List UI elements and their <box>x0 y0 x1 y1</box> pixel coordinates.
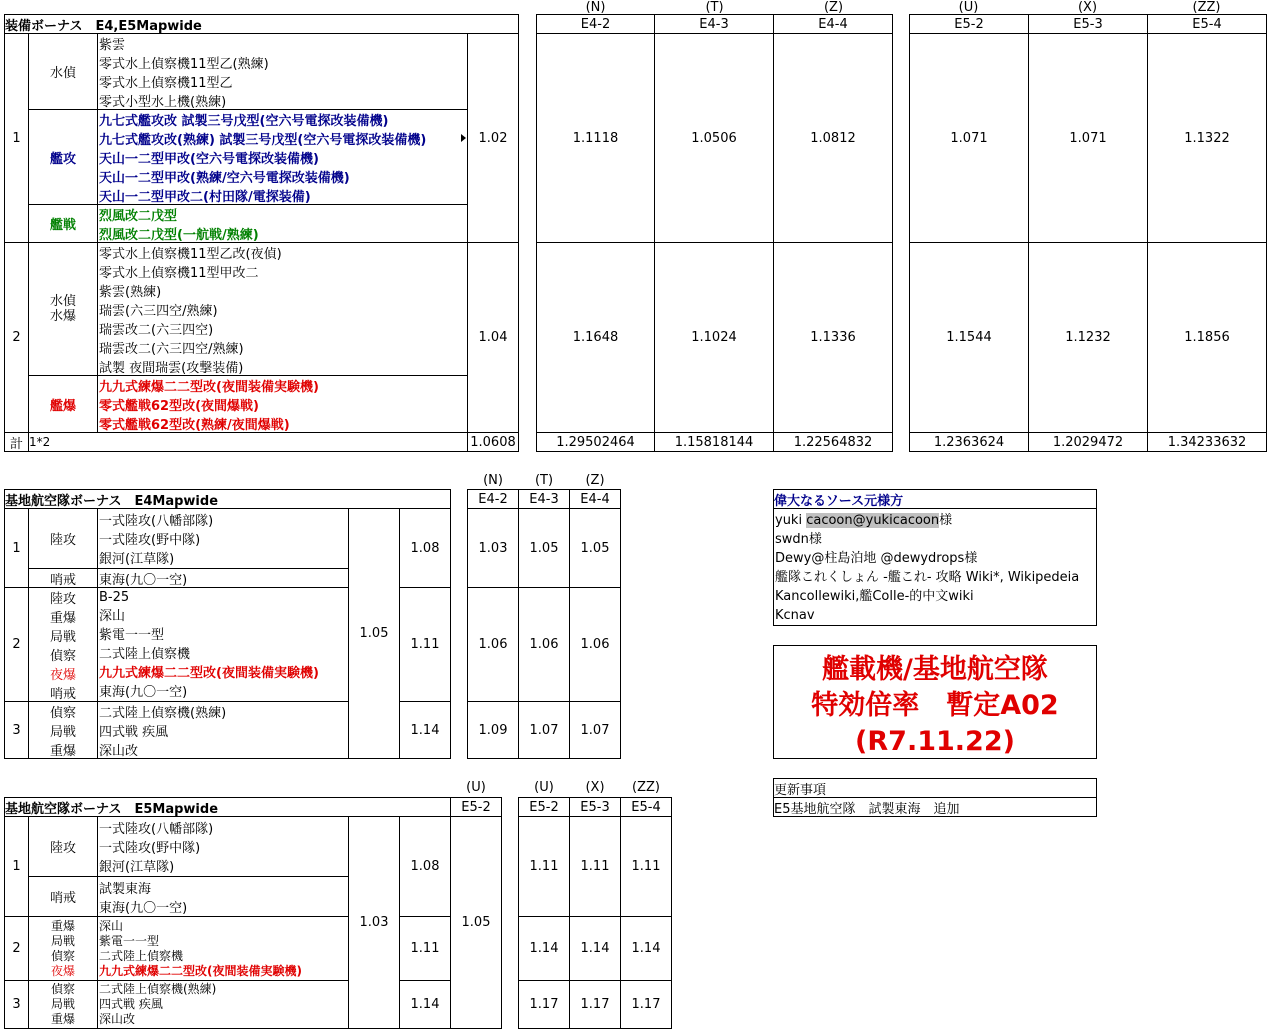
category-label: 水偵 水爆 <box>28 242 98 376</box>
equipment-list <box>97 33 468 110</box>
map-code: (X) <box>1077 0 1098 15</box>
row-factor: 1.02 <box>467 33 519 243</box>
total-factor: 1.0608 <box>467 432 519 452</box>
equipment-item: 深山 <box>99 918 124 933</box>
total-value: 1.29502464 <box>536 432 655 452</box>
category-list <box>28 980 98 1029</box>
equipment-item: 二式陸上偵察機 <box>99 646 191 662</box>
equipment-item: 四式戦 疾風 <box>99 997 163 1011</box>
updates-entry: E5基地航空隊 試製東海 追加 <box>773 797 1097 817</box>
equipment-item: 九九式練爆二二型改(夜間装備実験機) <box>99 963 302 978</box>
equipment-list <box>97 204 468 243</box>
equipment-item: 深山改 <box>99 743 139 759</box>
map-header: E5-2 <box>518 797 570 817</box>
category-label: 偵察 <box>49 648 76 664</box>
row-factor: 1.08 <box>399 816 451 917</box>
source-item <box>775 511 1096 530</box>
sources-list <box>773 508 1097 626</box>
row-number: 1 <box>4 33 29 243</box>
equipment-item: 天山一二型甲改(空六号電探改装備機) <box>99 151 319 167</box>
sources-title: 偉大なるソース元様方 <box>773 489 1097 509</box>
equipment-item: 銀河(江草隊) <box>99 860 175 875</box>
bonus-value: 1.0812 <box>773 33 893 243</box>
map-header: E4-3 <box>518 489 570 509</box>
equipment-list <box>97 816 349 877</box>
category-label: 重爆 <box>50 1012 75 1026</box>
bonus-value: 1.17 <box>518 980 570 1029</box>
map-header: E4-2 <box>467 489 519 509</box>
bonus-value: 1.1544 <box>909 242 1029 433</box>
equipment-item: 九七式艦攻改 試製三号戊型(空六号電探改装備機) <box>99 113 389 129</box>
category-label: 陸攻 <box>28 508 98 569</box>
table2-title: 基地航空隊ボーナス E4Mapwide <box>4 489 451 509</box>
bonus-value: 1.11 <box>620 816 672 917</box>
map-code: (T) <box>534 473 554 488</box>
common-factor: 1.03 <box>348 816 400 1029</box>
equipment-item: 試製 夜間瑞雲(攻撃装備) <box>99 360 244 376</box>
category-label: 局戦 <box>50 933 75 948</box>
bonus-value: 1.09 <box>467 701 519 759</box>
map-header: E4-4 <box>773 14 893 34</box>
total-value: 1.2363624 <box>909 432 1029 452</box>
source-item: swdn様 <box>775 532 822 547</box>
equipment-item: 天山一二型甲改(熟練/空六号電探改装備機) <box>99 170 350 186</box>
equipment-item: 四式戦 疾風 <box>99 724 169 740</box>
equipment-item: 一式陸攻(八幡部隊) <box>99 822 214 837</box>
map-header: E5-4 <box>620 797 672 817</box>
bonus-value: 1.17 <box>620 980 672 1029</box>
updates-title: 更新事項 <box>773 778 1097 798</box>
map-code: (Z) <box>585 473 605 488</box>
bonus-value: 1.1118 <box>536 33 655 243</box>
equipment-item: 紫電一一型 <box>99 933 160 948</box>
equipment-list <box>97 980 349 1029</box>
map-header: E5-4 <box>1147 14 1267 34</box>
map-header: E4-4 <box>569 489 621 509</box>
map-code: (N) <box>585 0 606 15</box>
equipment-item: 銀河(江草隊) <box>99 552 175 567</box>
total-value: 1.2029472 <box>1028 432 1148 452</box>
bonus-value: 1.06 <box>518 587 570 702</box>
map-header: E5-2 <box>909 14 1029 34</box>
equipment-item: 紫雲 <box>99 37 126 53</box>
equipment-list <box>97 242 468 376</box>
banner-line: (R7.11.22) <box>855 726 1015 757</box>
source-highlight: cacoon@yukicacoon <box>806 513 940 528</box>
bonus-value: 1.06 <box>467 587 519 702</box>
map-code: (N) <box>483 473 503 488</box>
total-value: 1.34233632 <box>1147 432 1267 452</box>
map-header: E5-3 <box>569 797 621 817</box>
equipment-item: 二式陸上偵察機(熟練) <box>99 982 217 996</box>
row-number: 3 <box>4 701 29 759</box>
category-label: 局戦 <box>49 724 76 740</box>
bonus-value: 1.03 <box>467 508 519 588</box>
category-label: 夜爆 <box>49 667 76 683</box>
source-item: Kancollewiki,艦Colle-的中文wiki <box>775 589 974 604</box>
map-header: E5-3 <box>1028 14 1148 34</box>
row-factor: 1.11 <box>399 916 451 981</box>
row-factor: 1.11 <box>399 587 451 702</box>
category-label: 偵察 <box>50 948 75 963</box>
map-code: (ZZ) <box>1192 0 1221 15</box>
map-header: E4-2 <box>536 14 655 34</box>
bonus-value: 1.17 <box>569 980 621 1029</box>
map-header: E5-2 <box>450 797 502 817</box>
category-label: 重爆 <box>49 743 76 759</box>
row-factor: 1.08 <box>399 508 451 588</box>
category-label: 水偵 <box>28 33 98 110</box>
equipment-item: 烈風改二戊型 <box>99 208 178 224</box>
bonus-value: 1.1232 <box>1028 242 1148 433</box>
row-factor: 1.14 <box>399 980 451 1029</box>
bonus-value: 1.1024 <box>654 242 774 433</box>
bonus-value: 1.14 <box>569 916 621 981</box>
bonus-value: 1.07 <box>518 701 570 759</box>
bonus-value: 1.06 <box>569 587 621 702</box>
equipment-list <box>97 109 468 205</box>
equipment-item: 一式陸攻(野中隊) <box>99 841 201 856</box>
equipment-item: 一式陸攻(八幡部隊) <box>99 514 214 529</box>
category-label: 哨戒 <box>28 568 98 588</box>
category-label: 局戦 <box>50 997 75 1011</box>
equipment-item: 零式水上偵察機11型乙改(夜偵) <box>99 246 282 262</box>
total-value: 1.22564832 <box>773 432 893 452</box>
common-factor: 1.05 <box>348 508 400 759</box>
map-code: (X) <box>585 780 605 795</box>
bonus-value: 1.1336 <box>773 242 893 433</box>
bonus-value: 1.0506 <box>654 33 774 243</box>
overflow-arrow-icon <box>461 134 466 142</box>
category-list <box>28 916 98 981</box>
row-number: 3 <box>4 980 29 1029</box>
total-label: 計 <box>4 432 29 452</box>
equipment-item: 瑞雲(六三四空/熟練) <box>99 303 218 319</box>
category-list <box>28 587 98 702</box>
map-code: (U) <box>958 0 979 15</box>
equipment-list <box>97 568 349 588</box>
map-code: (T) <box>705 0 724 15</box>
category-label: 重爆 <box>50 918 75 933</box>
equipment-item: 零式艦戦62型改(熟練/夜間爆戦) <box>99 417 290 433</box>
equipment-list <box>97 916 349 981</box>
bonus-value: 1.071 <box>909 33 1029 243</box>
bonus-value: 1.1322 <box>1147 33 1267 243</box>
equipment-list <box>97 508 349 569</box>
total-value: 1.15818144 <box>654 432 774 452</box>
equipment-item: 九七式艦攻改(熟練) 試製三号戊型(空六号電探改装備機) <box>99 132 427 148</box>
map-code: (ZZ) <box>632 780 660 795</box>
equipment-item: 東海(九〇一空) <box>99 684 188 700</box>
equipment-item: 深山改 <box>99 1012 136 1026</box>
source-suffix: 様 <box>939 513 953 528</box>
category-label: 局戦 <box>49 629 76 645</box>
map-header: E4-3 <box>654 14 774 34</box>
equipment-item: 零式艦戦62型改(夜間爆戦) <box>99 398 259 414</box>
equipment-item: B-25 <box>99 589 130 605</box>
equipment-item: 零式水上偵察機11型乙(熟練) <box>99 56 269 72</box>
row-number: 2 <box>4 242 29 433</box>
category-label: 哨戒 <box>28 876 98 917</box>
source-item: 艦隊これくしょん -艦これ- 攻略 Wiki*, Wikipedeia <box>775 570 1080 585</box>
equipment-item: 東海(九〇一空) <box>99 572 188 588</box>
title-banner <box>773 645 1097 759</box>
table1-title: 装備ボーナス E4,E5Mapwide <box>4 14 519 34</box>
equipment-item: 東海(九〇一空) <box>99 900 188 916</box>
source-prefix: yuki <box>775 513 807 528</box>
banner-line: 特効倍率 暫定A02 <box>811 690 1059 721</box>
equipment-list <box>97 375 468 433</box>
category-label: 陸攻 <box>28 816 98 877</box>
bonus-value: 1.05 <box>569 508 621 588</box>
equipment-item: 一式陸攻(野中隊) <box>99 533 201 548</box>
equipment-item: 天山一二型甲改二(村田隊/電探装備) <box>99 189 311 205</box>
equipment-item: 九九式練爆二二型改(夜間装備実験機) <box>99 665 319 681</box>
equipment-item: 二式陸上偵察機 <box>99 948 184 963</box>
category-label: 陸攻 <box>49 591 76 607</box>
row-factor: 1.04 <box>467 242 519 433</box>
category-label: 重爆 <box>49 610 76 626</box>
map-code: (U) <box>534 780 554 795</box>
source-item: Dewy@柱島泊地 @dewydrops様 <box>775 551 978 566</box>
e5-2-extra-factor: 1.05 <box>450 816 502 1029</box>
category-label: 哨戒 <box>49 686 76 702</box>
bonus-value: 1.071 <box>1028 33 1148 243</box>
row-number: 2 <box>4 587 29 702</box>
equipment-item: 紫電一一型 <box>99 627 165 643</box>
equipment-item: 瑞雲改二(六三四空) <box>99 322 214 338</box>
category-label: 艦戦 <box>28 204 98 243</box>
row-number: 1 <box>4 816 29 917</box>
equipment-item: 烈風改二戊型(一航戦/熟練) <box>99 227 259 243</box>
equipment-list <box>97 587 349 702</box>
equipment-item: 九九式練爆二二型改(夜間装備実験機) <box>99 379 319 395</box>
total-note: 1*2 <box>28 432 468 452</box>
category-label: 艦爆 <box>28 375 98 433</box>
category-label: 艦攻 <box>28 109 98 205</box>
bonus-value: 1.1856 <box>1147 242 1267 433</box>
bonus-value: 1.11 <box>518 816 570 917</box>
bonus-value: 1.05 <box>518 508 570 588</box>
row-number: 1 <box>4 508 29 588</box>
map-code: (Z) <box>823 0 844 15</box>
equipment-item: 深山 <box>99 608 126 624</box>
map-code: (U) <box>466 780 486 795</box>
bonus-value: 1.14 <box>518 916 570 981</box>
equipment-list <box>97 701 349 759</box>
bonus-value: 1.14 <box>620 916 672 981</box>
equipment-list <box>97 876 349 917</box>
bonus-value: 1.07 <box>569 701 621 759</box>
equipment-item: 試製東海 <box>99 881 152 897</box>
equipment-item: 零式小型水上機(熟練) <box>99 94 227 110</box>
equipment-item: 零式水上偵察機11型乙 <box>99 75 233 91</box>
category-label: 夜爆 <box>50 963 75 978</box>
banner-line: 艦載機/基地航空隊 <box>822 654 1048 685</box>
category-list <box>28 701 98 759</box>
equipment-item: 紫雲(熟練) <box>99 284 162 300</box>
equipment-item: 零式水上偵察機11型甲改二 <box>99 265 259 281</box>
equipment-item: 瑞雲改二(六三四空/熟練) <box>99 341 244 357</box>
bonus-value: 1.1648 <box>536 242 655 433</box>
table3-title: 基地航空隊ボーナス E5Mapwide <box>4 797 451 817</box>
equipment-item: 二式陸上偵察機(熟練) <box>99 705 227 721</box>
row-number: 2 <box>4 916 29 981</box>
category-label: 偵察 <box>50 982 75 996</box>
source-item: Kcnav <box>775 608 815 623</box>
bonus-value: 1.11 <box>569 816 621 917</box>
row-factor: 1.14 <box>399 701 451 759</box>
category-label: 偵察 <box>49 705 76 721</box>
